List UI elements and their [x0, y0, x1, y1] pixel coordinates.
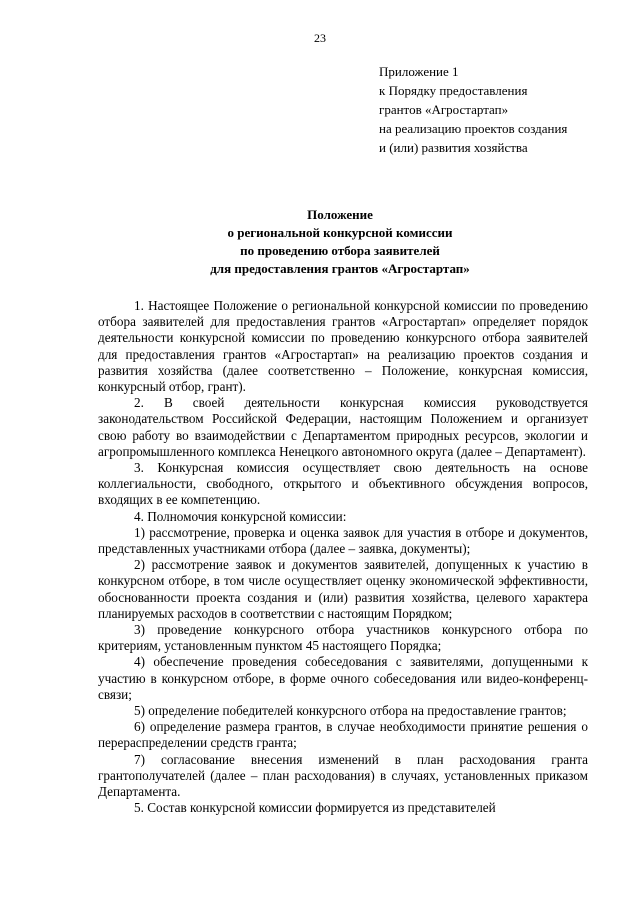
title-line: по проведению отбора заявителей [240, 243, 440, 258]
paragraph: 1) рассмотрение, проверка и оценка заявок для участия в отборе и документов, представленных участниками отбора (далее – заявка, документы); [98, 524, 588, 557]
paragraph: 3) проведение конкурсного отбора участников конкурсного отбора по критериям, установленным пунктом 45 настоящего Порядка; [98, 622, 588, 654]
paragraph: 2. В своей деятельности конкурсная комиссия руководствуется законодательством Российской Федерации, настоящим Положением и организует свою работу во взаимодействии с Департаментом природных ресурсов, экологии и агропромышленного комплекса Ненецкого автономного округа (далее – Департамент). [98, 395, 588, 459]
paragraph: 4) обеспечение проведения собеседования с заявителями, допущенными к участию в конкурсном отборе, в форме очного собеседования или видео-конференц-связи; [98, 654, 588, 702]
document-title [0, 206, 640, 278]
document-body [98, 298, 588, 817]
appendix-line: и (или) развития хозяйства [379, 140, 528, 155]
appendix-line: на реализацию проектов создания [379, 121, 568, 136]
paragraph: 7) согласование внесения изменений в план расходования гранта грантополучателей (далее – план расходования) в случаях, установленных приказом Департамента. [98, 751, 588, 800]
title-line: для предоставления грантов «Агростартап» [210, 261, 470, 276]
paragraph: 6) определение размера грантов, в случае необходимости принятие решения о перераспределении средств гранта; [98, 719, 588, 751]
paragraph: 1. Настоящее Положение о региональной конкурсной комиссии по проведению отбора заявителей для предоставления грантов «Агростартап» определяет порядок деятельности конкурсной комиссии по проведению конкурсного отбора заявителей для предоставления грантов «Агростартап» на реализацию проектов создания и развития хозяйства (далее соответственно – Положение, конкурсная комиссия, конкурсный отбор, грант). [98, 298, 588, 395]
page-number: 23 [314, 31, 326, 45]
title-line: Положение [307, 207, 373, 222]
paragraph: 5) определение победителей конкурсного отбора на предоставление грантов; [134, 703, 567, 719]
appendix-line: грантов «Агростартап» [379, 102, 509, 117]
title-line: о региональной конкурсной комиссии [227, 225, 453, 240]
appendix-reference [379, 62, 567, 157]
paragraph: 2) рассмотрение заявок и документов заявителей, допущенных к участию в конкурсном отборе, в том числе осуществляет оценку экономической эффективности, обоснованности проекта создания и (или) развития хозяйства, целевого характера планируемых расходов в соответствии с настоящим Порядком; [98, 557, 588, 621]
appendix-line: Приложение 1 [379, 64, 459, 79]
appendix-line: к Порядку предоставления [379, 83, 528, 98]
paragraph: 3. Конкурсная комиссия осуществляет свою деятельность на основе коллегиальности, свободного, открытого и объективного обсуждения вопросов, входящих в ее компетенцию. [98, 460, 588, 508]
paragraph: 5. Состав конкурсной комиссии формируется из представителей [134, 800, 496, 816]
paragraph: 4. Полномочия конкурсной комиссии: [134, 508, 347, 524]
